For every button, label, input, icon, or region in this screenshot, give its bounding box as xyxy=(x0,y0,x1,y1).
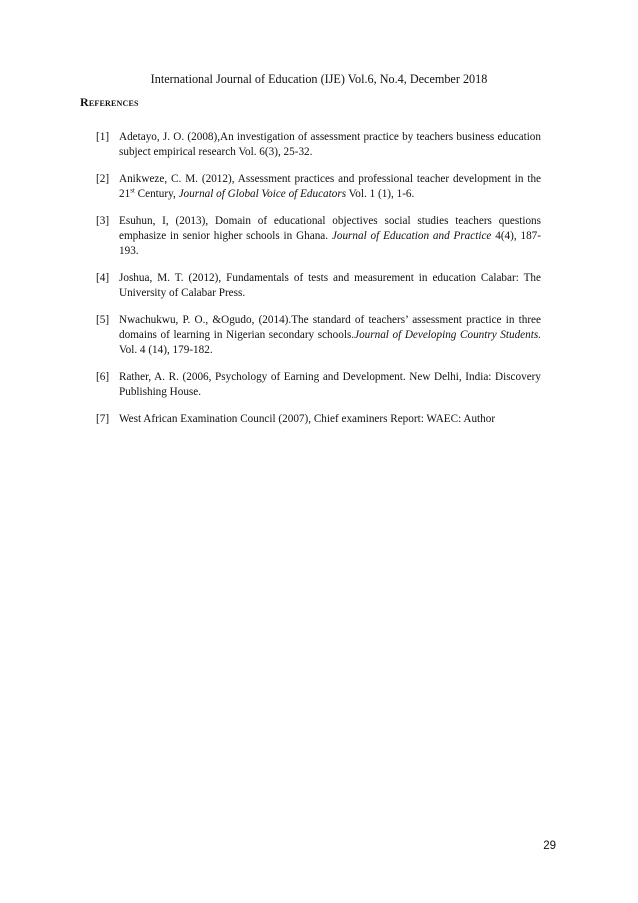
reference-number: [6] xyxy=(96,371,110,383)
superscript-ordinal: st xyxy=(130,186,135,195)
references-heading: References xyxy=(80,95,139,109)
reference-list xyxy=(96,130,541,439)
page-number: 29 xyxy=(543,840,556,852)
reference-text: Joshua, M. T. (2012), Fundamentals of tests and measurement in education Calabar: The University of Calabar Press. xyxy=(119,272,541,299)
journal-title: Journal of Global Voice of Educators xyxy=(178,188,347,200)
reference-number: [5] xyxy=(96,314,110,326)
reference-volume: Vol. 1 (1), 1-6. xyxy=(346,188,415,200)
reference-text: Esuhun, I, (2013), Domain of educational objectives social studies teachers questions emphasize in senior higher schools in Ghana. xyxy=(119,215,541,242)
journal-title: Journal of Developing Country Students. xyxy=(354,329,542,341)
reference-text: Adetayo, J. O. (2008),An investigation of assessment practice by teachers business education subject empirical research Vol. 6(3), 25-32. xyxy=(119,131,541,158)
reference-volume: Vol. 4 (14), 179-182. xyxy=(119,344,213,356)
reference-3 xyxy=(96,214,541,259)
reference-4 xyxy=(96,271,541,301)
reference-text: Anikweze, C. M. (2012), Assessment practices and professional teacher development in the 21 xyxy=(119,173,541,200)
reference-number: [3] xyxy=(96,215,110,227)
reference-text: Nwachukwu, P. O., &Ogudo, (2014).The standard of teachers’ assessment practice in three domains of learning in Nigerian secondary schools. xyxy=(119,314,541,341)
reference-5 xyxy=(96,313,541,358)
reference-text: Rather, A. R. (2006, Psychology of Earning and Development. New Delhi, India: Discovery Publishing House. xyxy=(119,371,541,398)
journal-header: International Journal of Education (IJE) Vol.6, No.4, December 2018 xyxy=(150,72,488,86)
reference-7 xyxy=(96,412,541,427)
reference-number: [4] xyxy=(96,272,110,284)
journal-title: Journal of Education and Practice xyxy=(331,230,492,242)
reference-number: [7] xyxy=(96,413,110,425)
reference-text: West African Examination Council (2007), Chief examiners Report: WAEC: Author xyxy=(119,413,496,425)
reference-6 xyxy=(96,370,541,400)
reference-2 xyxy=(96,172,541,202)
reference-number: [2] xyxy=(96,173,110,185)
reference-1 xyxy=(96,130,541,160)
reference-text-continued: Century, xyxy=(134,188,179,200)
reference-number: [1] xyxy=(96,131,110,143)
reference-volume: 4(4), 187-193. xyxy=(119,230,541,257)
